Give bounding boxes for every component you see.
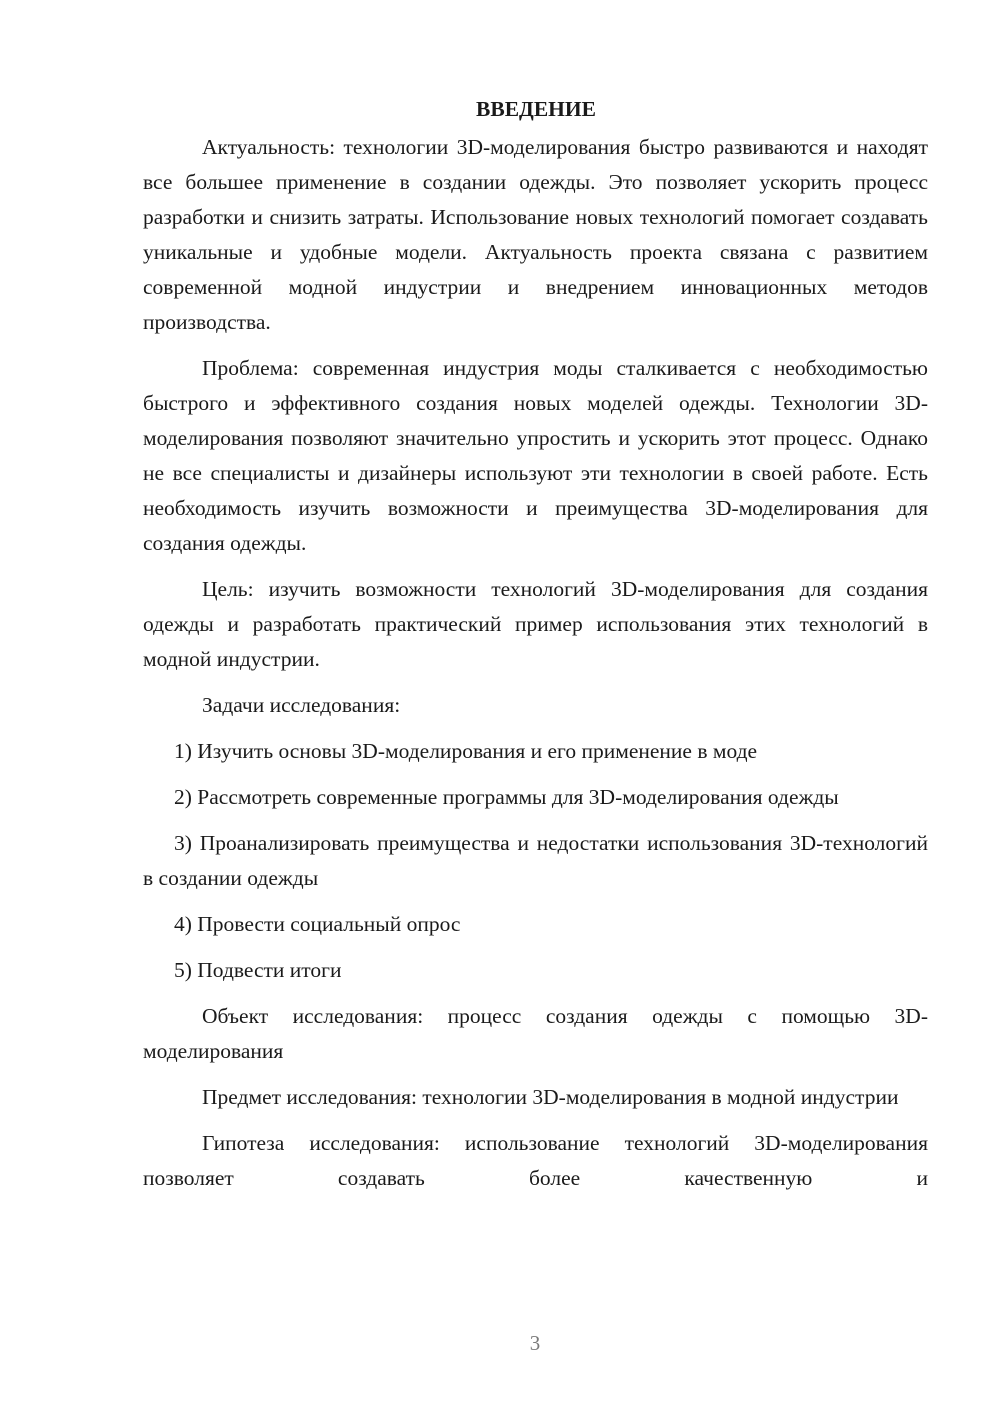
goal-paragraph: Цель: изучить возможности технологий 3D-моделирования для создания одежды и разработать практический пример использования этих технологий в модной индустрии. bbox=[143, 577, 928, 671]
page-title: ВВЕДЕНИЕ bbox=[476, 97, 596, 121]
task-item-2: 2) Рассмотреть современные программы для 3D-моделирования одежды bbox=[174, 785, 839, 809]
subject-paragraph: Предмет исследования: технологии 3D-моделирования в модной индустрии bbox=[202, 1085, 899, 1109]
page-number: 3 bbox=[529, 1331, 541, 1355]
document-page bbox=[143, 92, 928, 1207]
hypothesis-paragraph: Гипотеза исследования: использование технологий 3D-моделирования позволяет создавать более качественную и bbox=[143, 1131, 928, 1190]
task-item-1: 1) Изучить основы 3D-моделирования и его применение в моде bbox=[174, 739, 758, 763]
task-item-4: 4) Провести социальный опрос bbox=[174, 912, 461, 936]
tasks-heading: Задачи исследования: bbox=[202, 693, 401, 717]
object-paragraph: Объект исследования: процесс создания одежды с помощью 3D-моделирования bbox=[143, 1004, 928, 1063]
task-item-5: 5) Подвести итоги bbox=[174, 958, 342, 982]
relevance-paragraph: Актуальность: технологии 3D-моделирования быстро развиваются и находят все большее применение в создании одежды. Это позволяет ускорить процесс разработки и снизить затраты. Использование новых технологий помогает создавать уникальные и удобные модели. Актуальность проекта связана с развитием современной модной индустрии и внедрением инновационных методов производства. bbox=[143, 135, 928, 334]
task-item-3: 3) Проанализировать преимущества и недостатки использования 3D-технологий в создании одежды bbox=[143, 831, 928, 890]
problem-paragraph: Проблема: современная индустрия моды сталкивается с необходимостью быстрого и эффективного создания новых моделей одежды. Технологии 3D-моделирования позволяют значительно упростить и ускорить этот процесс. Однако не все специалисты и дизайнеры используют эти технологии в своей работе. Есть необходимость изучить возможности и преимущества 3D-моделирования для создания одежды. bbox=[143, 356, 928, 555]
